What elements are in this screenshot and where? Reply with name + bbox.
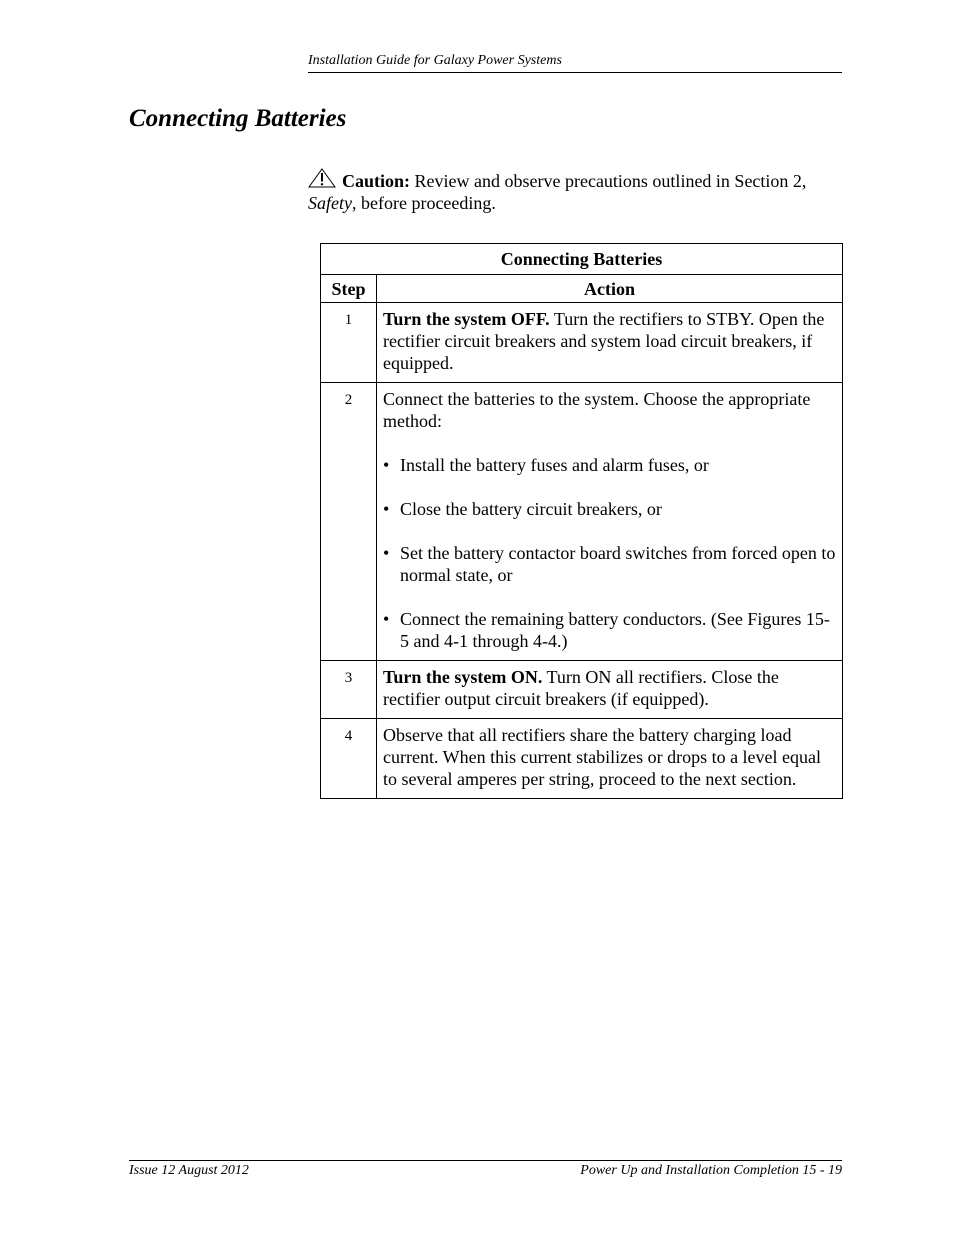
table-row bbox=[321, 661, 843, 719]
list-item-text: Connect the remaining battery conductors. (See Figures 15-5 and 4-1 through 4-4.) bbox=[400, 609, 830, 651]
step-number: 3 bbox=[321, 661, 377, 719]
caution-note bbox=[308, 168, 843, 214]
action-text: Observe that all rectifiers share the battery charging load current. When this current stabilizes or drops to a level equal to several amperes per string, proceed to the next section. bbox=[383, 725, 822, 789]
action-text: Connect the batteries to the system. Choose the appropriate method: bbox=[383, 389, 811, 431]
safety-reference: Safety bbox=[308, 193, 352, 213]
action-text: Turn the rectifiers to STBY. Open the rectifier circuit breakers and system load circuit breakers, if equipped. bbox=[383, 309, 825, 373]
step-number: 4 bbox=[321, 719, 377, 799]
action-bold-lead: Turn the system ON. bbox=[383, 667, 543, 687]
bullet-dot: • bbox=[383, 543, 390, 563]
table-caption: Connecting Batteries bbox=[321, 244, 843, 275]
footer-rule bbox=[129, 1160, 842, 1161]
caution-text-before: Review and observe precautions outlined in Section 2, bbox=[414, 171, 807, 191]
action-cell bbox=[377, 719, 843, 799]
bullet-dot: • bbox=[383, 455, 390, 475]
footer-page-number: Power Up and Installation Completion 15 - 19 bbox=[580, 1163, 842, 1178]
method-list bbox=[383, 454, 836, 652]
caution-label: Caution: bbox=[342, 171, 411, 191]
action-bold-lead: Turn the system OFF. bbox=[383, 309, 550, 329]
action-cell bbox=[377, 303, 843, 383]
section-title: Connecting Batteries bbox=[129, 105, 347, 132]
list-item bbox=[383, 608, 836, 652]
procedure-table bbox=[320, 243, 843, 799]
action-cell bbox=[377, 661, 843, 719]
list-item-text: Install the battery fuses and alarm fuses, or bbox=[400, 455, 709, 475]
action-cell bbox=[377, 383, 843, 661]
list-item bbox=[383, 454, 836, 476]
list-item-text: Set the battery contactor board switches from forced open to normal state, or bbox=[400, 543, 836, 585]
list-item-text: Close the battery circuit breakers, or bbox=[400, 499, 662, 519]
list-item bbox=[383, 498, 836, 520]
bullet-dot: • bbox=[383, 609, 390, 629]
table-row bbox=[321, 303, 843, 383]
step-number: 2 bbox=[321, 383, 377, 661]
column-header-action: Action bbox=[377, 275, 843, 303]
table-row bbox=[321, 719, 843, 799]
running-header: Installation Guide for Galaxy Power Systems bbox=[308, 53, 562, 68]
bullet-dot: • bbox=[383, 499, 390, 519]
caution-text-after: , before proceeding. bbox=[351, 193, 496, 213]
footer-issue-date: Issue 12 August 2012 bbox=[129, 1163, 249, 1178]
warning-triangle-icon bbox=[308, 168, 336, 188]
list-item bbox=[383, 542, 836, 586]
header-rule bbox=[308, 72, 842, 73]
table-row bbox=[321, 383, 843, 661]
column-header-step: Step bbox=[321, 275, 377, 303]
action-text: Turn ON all rectifiers. Close the rectifier output circuit breakers (if equipped). bbox=[383, 667, 779, 709]
step-number: 1 bbox=[321, 303, 377, 383]
